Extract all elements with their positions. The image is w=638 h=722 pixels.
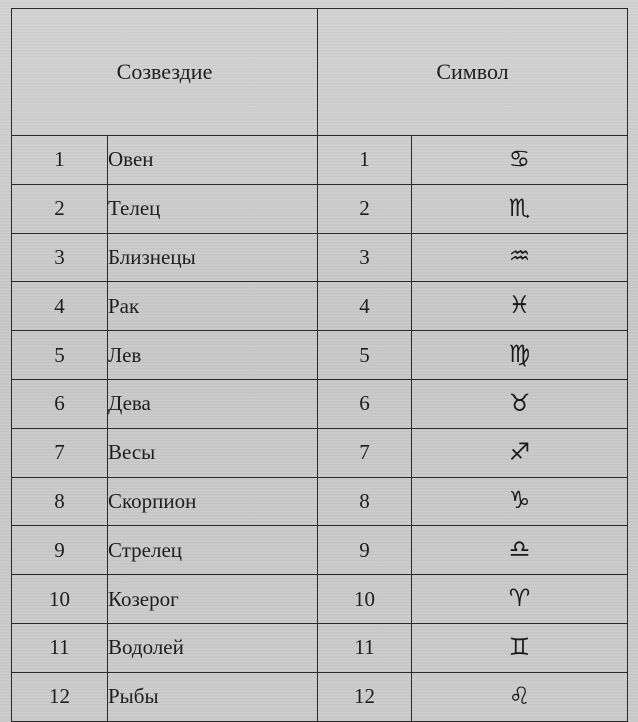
constellation-number: 10 <box>12 575 108 624</box>
table-row <box>12 623 628 672</box>
constellation-column-header: Созвездие <box>12 9 318 136</box>
constellation-number: 11 <box>12 623 108 672</box>
leo-symbol-icon: ♌ <box>508 681 531 710</box>
constellation-number: 5 <box>12 331 108 380</box>
table-row <box>12 526 628 575</box>
constellation-number: 12 <box>12 672 108 721</box>
symbol-number: 4 <box>318 282 412 331</box>
constellation-name: Телец <box>108 184 318 233</box>
table-row <box>12 379 628 428</box>
table-row <box>12 428 628 477</box>
table-row <box>12 233 628 282</box>
symbol-cell <box>412 477 628 526</box>
constellation-name: Дева <box>108 379 318 428</box>
constellation-number: 1 <box>12 136 108 185</box>
zodiac-matching-table <box>11 8 628 722</box>
symbol-cell <box>412 136 628 185</box>
virgo-symbol-icon: ♍ <box>508 340 531 369</box>
symbol-cell <box>412 282 628 331</box>
constellation-name: Рыбы <box>108 672 318 721</box>
constellation-number: 9 <box>12 526 108 575</box>
constellation-number: 2 <box>12 184 108 233</box>
table-body <box>12 136 628 722</box>
capricorn-symbol-icon: ♑ <box>508 486 531 515</box>
table-row <box>12 575 628 624</box>
gemini-symbol-icon: ♊ <box>508 632 531 661</box>
table-header-row <box>12 9 628 136</box>
aquarius-symbol-icon: ♒ <box>508 242 531 271</box>
symbol-cell <box>412 623 628 672</box>
constellation-number: 3 <box>12 233 108 282</box>
symbol-number: 5 <box>318 331 412 380</box>
table-row <box>12 331 628 380</box>
constellation-number: 6 <box>12 379 108 428</box>
scorpio-symbol-icon: ♏ <box>508 193 531 222</box>
table-row <box>12 477 628 526</box>
sagittarius-symbol-icon: ♐ <box>508 437 531 466</box>
symbol-cell <box>412 331 628 380</box>
constellation-number: 4 <box>12 282 108 331</box>
symbol-cell <box>412 672 628 721</box>
symbol-number: 10 <box>318 575 412 624</box>
constellation-number: 8 <box>12 477 108 526</box>
symbol-number: 12 <box>318 672 412 721</box>
constellation-number: 7 <box>12 428 108 477</box>
cancer-symbol-icon: ♋ <box>508 144 531 173</box>
symbol-number: 2 <box>318 184 412 233</box>
constellation-name: Козерог <box>108 575 318 624</box>
symbol-number: 11 <box>318 623 412 672</box>
symbol-cell <box>412 575 628 624</box>
constellation-name: Лев <box>108 331 318 380</box>
constellation-name: Водолей <box>108 623 318 672</box>
pisces-symbol-icon: ♓ <box>508 291 531 320</box>
symbol-cell <box>412 184 628 233</box>
symbol-cell <box>412 379 628 428</box>
table-row <box>12 282 628 331</box>
aries-symbol-icon: ♈ <box>508 584 531 613</box>
constellation-name: Стрелец <box>108 526 318 575</box>
symbol-number: 8 <box>318 477 412 526</box>
symbol-cell <box>412 233 628 282</box>
constellation-name: Рак <box>108 282 318 331</box>
symbol-number: 7 <box>318 428 412 477</box>
libra-symbol-icon: ♎ <box>508 535 531 564</box>
symbol-column-header: Символ <box>318 9 628 136</box>
constellation-name: Близнецы <box>108 233 318 282</box>
symbol-number: 3 <box>318 233 412 282</box>
constellation-name: Весы <box>108 428 318 477</box>
symbol-number: 1 <box>318 136 412 185</box>
symbol-number: 6 <box>318 379 412 428</box>
constellation-name: Овен <box>108 136 318 185</box>
symbol-number: 9 <box>318 526 412 575</box>
symbol-cell <box>412 526 628 575</box>
symbol-cell <box>412 428 628 477</box>
table-row <box>12 672 628 721</box>
taurus-symbol-icon: ♉ <box>508 388 531 417</box>
table-row <box>12 136 628 185</box>
constellation-name: Скорпион <box>108 477 318 526</box>
table-row <box>12 184 628 233</box>
